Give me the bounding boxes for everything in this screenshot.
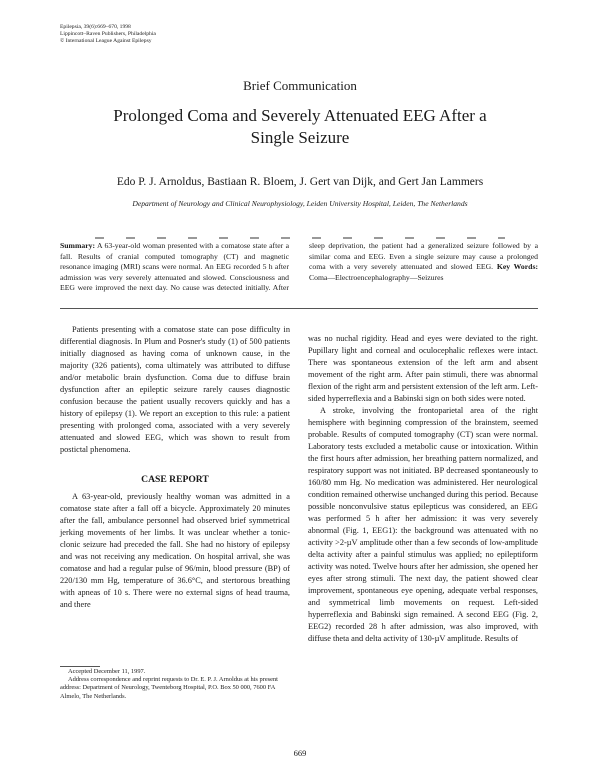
footnote-rule <box>60 666 100 667</box>
abstract-rule <box>60 308 538 309</box>
intro-column <box>60 324 290 456</box>
abstract-label: Summary: <box>60 241 96 250</box>
keywords-label: Key Words: <box>496 262 539 272</box>
right-paragraph-2: A stroke, involving the frontoparietal area of the right hemisphere with beginning compression of the brainstem, seemed probable. Results of computed tomography (CT) scan were normal. Laboratory tests excluded a metabolic cause or intoxication. Within the first hours after admission, her breathing pattern normalized, and respiratory support was not initiated. BP decreased spontaneously to 160/80 mm Hg. No medication was administered. Her neurological condition remained otherwise unchanged during this period. Because possible nonconvulsive status epilepticus was considered, an EEG was performed 5 h after her admission: it was very severely abnormal (Fig. 1, EEG1): the background was attenuated with no activity >2-µV amplitude other than a few seconds of low-amplitude delta activity after a painful stimulus was applied; no epileptiform activity was noted. Twelve hours after her admission, she opened her eyes after strong stimuli. The next day, the patient showed clear improvement, spontaneous eye opening, adequate verbal responses, and symmetrical limb movements on request. Left-sided hyperreflexia and Babinski sign remained. A second EEG (Fig. 2, EEG2) recorded 28 h after admission, was also improved, with diffuse theta and delta activity of 130-µV amplitude. Results of <box>308 406 538 643</box>
abstract <box>60 241 538 294</box>
title-line-1: Prolonged Coma and Severely Attenuated EEG After a <box>113 106 487 125</box>
authors: Edo P. J. Arnoldus, Bastiaan R. Bloem, J. Gert van Dijk, and Gert Jan Lammers <box>116 176 484 188</box>
separator-dashes <box>95 236 505 240</box>
article-title <box>40 105 560 149</box>
keywords: Coma—Electroencephalography—Seizures <box>309 272 444 282</box>
journal-publisher: Lippincott–Raven Publishers, Philadelphia <box>60 31 156 37</box>
footnote-address: Address correspondence and reprint requests to Dr. E. P. J. Arnoldus at his present address: Department of Neurology, Twenteborg Hospital, P.O. Box 50 000, 7600 FA Almelo, The Netherlands. <box>60 676 278 700</box>
journal-info <box>60 24 156 45</box>
footnote <box>60 668 290 701</box>
right-column <box>308 333 538 645</box>
case-report-heading: CASE REPORT <box>141 474 209 485</box>
title-line-2: Single Seizure <box>250 128 350 147</box>
journal-copyright: © International League Against Epilepsy <box>60 38 152 44</box>
case-paragraph: A 63-year-old, previously healthy woman was admitted in a comatose state after a fall off a bicycle. Approximately 20 minutes after the fall, ambulance personnel had observed brief symmetrical jerking movements of her limbs. It was unclear whether a tonic-clonic seizure had preceded the fall. She had no history of epilepsy and was not receiving any medication. On hospital arrival, she was comatose and had a regular pulse of 96/min, blood pressure (BP) of 220/130 mm Hg, temperature of 36.6°C, and stertorous breathing with apneas of 10 s. There were no external signs of head trauma, and there <box>60 492 290 609</box>
abstract-text: A 63-year-old woman presented with a comatose state after a fall. Results of cranial computed tomography (CT) and magnetic resonance imaging (MRI) scans were normal. An EEG recorded 5 h after admission was very severely attenuated and slowed. Consciousness and EEG were improved the next day. No cause was detected initially. After sleep deprivation, the patient had a generalized seizure followed by a similar coma and EEG. Even a single seizure may cause a prolonged coma with a very severely attenuated and slowed EEG. <box>60 241 538 293</box>
intro-paragraph: Patients presenting with a comatose state can pose difficulty in differential diagnosis. In Plum and Posner's study (1) of 500 patients initially diagnosed as having coma of unknown cause, in the majority (326 patients), coma ultimately was attributed to diffuse and/or metabolic brain dysfunction. Coma due to diffuse brain dysfunction after an epileptic seizure rarely causes diagnostic confusion because the patient usually recovers quickly and has a history of epilepsy (1). We report an exception to this rule: a patient presenting with prolonged coma, associated with a very severely attenuated and slowed EEG, which was shown to result from postictal phenomena. <box>60 325 290 454</box>
journal-citation: Epilepsia, 39(6):669–670, 1998 <box>60 24 131 30</box>
page-number: 669 <box>293 748 307 758</box>
section-heading: Brief Communication <box>243 78 357 93</box>
affiliation: Department of Neurology and Clinical Neurophysiology, Leiden University Hospital, Leiden, The Netherlands <box>132 199 468 208</box>
right-paragraph-1: was no nuchal rigidity. Head and eyes were deviated to the right. Pupillary light and corneal and oculocephalic reflexes were intact. There was spontaneous extension of the left arm and absent movement of the right arm. After pain stimuli, there was abnormal flexion of the right arm and persistent extension of the left arm. Left-sided hyperreflexia and a Babinski sign on both sides were noted. <box>308 334 538 403</box>
footnote-accepted: Accepted December 11, 1997. <box>68 668 146 675</box>
case-column <box>60 491 290 611</box>
